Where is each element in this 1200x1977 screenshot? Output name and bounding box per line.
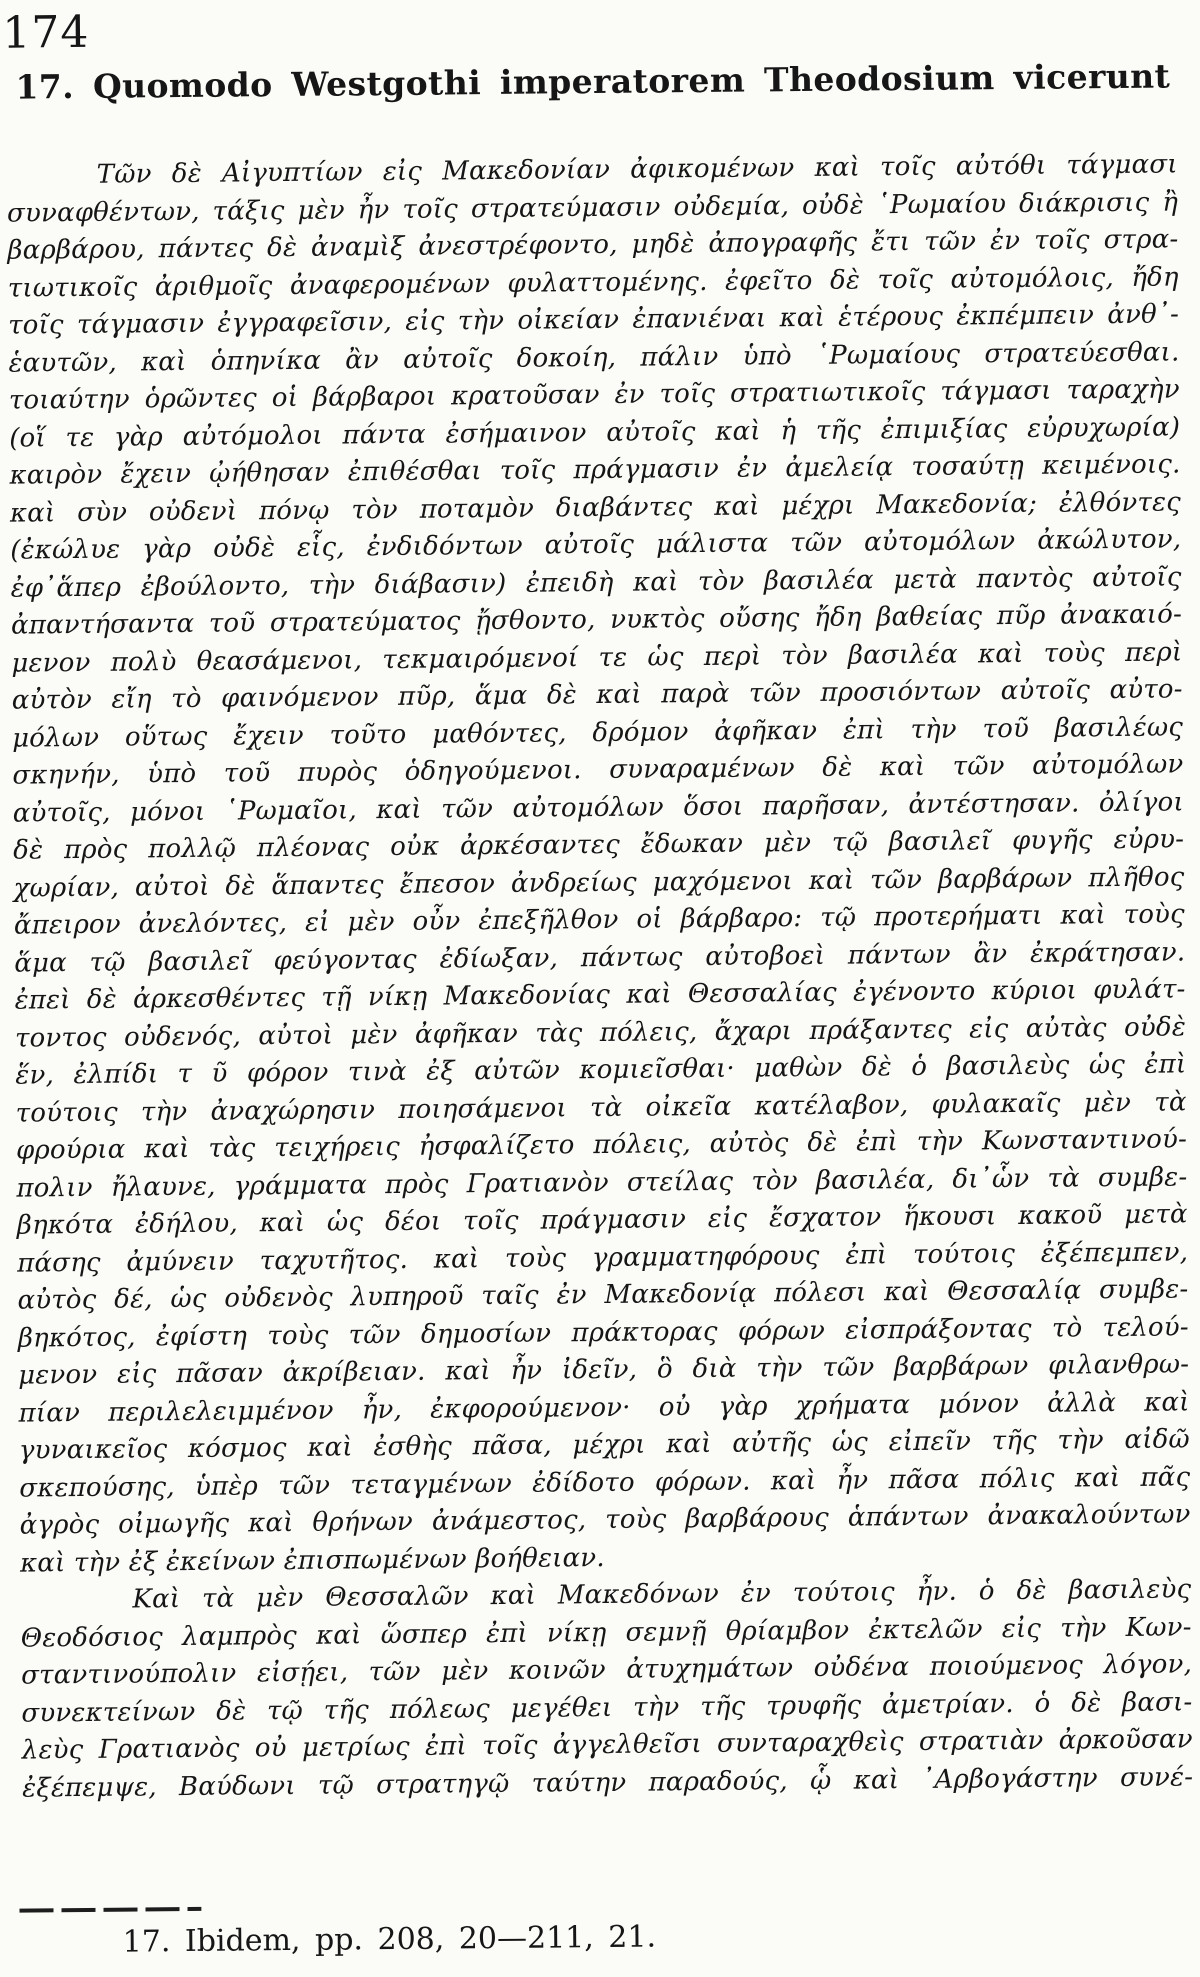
text-line: πάσης ἀμύνειν ταχυτῆτος. καὶ τοὺς γραμματηφόρους ἐπὶ τούτοις ἐξέπεμπεν, — [17, 1236, 1189, 1279]
text-line: βηκότα ἐδήλου, καὶ ὡς δέοι τοῖς πράγμασιν εἰς ἔσχατον ἥκουσι κακοῦ μετὰ — [16, 1199, 1188, 1241]
text-line: φρούρια καὶ τὰς τειχήρεις ἠσφαλίζετο πόλεις, αὐτὸς δὲ ἐπὶ τὴν Κωνσταντινού- — [15, 1124, 1188, 1166]
text-line: πίαν περιλελειμμένον ἦν, ἐκφορούμενον· οὐ γὰρ χρήματα μόνον ἀλλὰ καὶ — [18, 1386, 1190, 1429]
text-line: γυναικεῖος κόσμος καὶ ἐσθὴς πᾶσα, μέχρι καὶ αὐτῆς ὡς εἰπεῖν τῆς τὴν αἰδῶ — [18, 1424, 1191, 1466]
text-line: συνεκτείνων δὲ τῷ τῆς πόλεως μεγέθει τὴν τῆς τρυφῆς ἀμετρίαν. ὁ δὲ βασι- — [21, 1686, 1193, 1729]
text-line: αὐτὸς δέ, ὡς οὐδενὸς λυπηροῦ ταῖς ἐν Μακεδονίᾳ πόλεσι καὶ Θεσσαλίᾳ συμβε- — [17, 1274, 1189, 1316]
text-line: καὶ σὺν οὐδενὶ πόνῳ τὸν ποταμὸν διαβάντες καὶ μέχρι Μακεδονία; ἐλθόντες — [9, 486, 1182, 529]
chapter-heading: 17. Quomodo Westgothi imperatorem Theodosium vicerunt — [15, 56, 1171, 107]
text-line: συναφθέντων, τάξις μὲν ἦν τοῖς στρατεύμασιν οὐδεμία, οὐδὲ ῾Ρωμαίου διάκρισις ἢ — [6, 186, 1179, 229]
text-line: ἐξέπεμψε, Βαύδωνι τῷ στρατηγῷ ταύτην παραδούς, ᾧ καὶ ᾽Αρβογάστην συνέ- — [22, 1761, 1194, 1804]
text-line: αὐτοῖς, μόνοι ῾Ρωμαῖοι, καὶ τῶν αὐτομόλων ὅσοι παρῆσαν, ἀντέστησαν. ὀλίγοι — [12, 786, 1184, 829]
text-line: καὶ τὴν ἐξ ἐκείνων ἐπισπωμένων βοήθειαν. — [19, 1542, 605, 1579]
greek-paragraph — [7, 146, 1192, 1582]
text-line: (ἐκώλυε γὰρ οὐδὲ εἷς, ἐνδιδόντων αὐτοῖς μάλιστα τῶν αὐτομόλων ἀκώλυτον, — [10, 524, 1182, 566]
greek-paragraph — [20, 1571, 1193, 1807]
text-line: σκεπούσης, ὑπὲρ τῶν τεταγμένων ἐδίδοτο φόρων. καὶ ἦν πᾶσα πόλις καὶ πᾶς — [19, 1461, 1191, 1504]
text-line: Καὶ τὰ μὲν Θεσσαλῶν καὶ Μακεδόνων ἐν τούτοις ἦν. ὁ δὲ βασιλεὺς — [132, 1574, 1192, 1615]
text-line: λεὺς Γρατιανὸς οὐ μετρίως ἐπὶ τοῖς ἀγγελθεῖσι συνταραχθεὶς στρατιὰν ἀρκοῦσαν — [21, 1724, 1193, 1766]
text-line: μενον εἰς πᾶσαν ἀκρίβειαν. καὶ ἦν ἰδεῖν, ὃ διὰ τὴν τῶν βαρβάρων φιλανθρω- — [18, 1349, 1190, 1391]
footnote-text: 17. Ibidem, pp. 208, 20—211, 21. — [122, 1919, 657, 1960]
text-line: σταντινούπολιν εἰσῄει, τῶν μὲν κοινῶν ἀτυχημάτων οὐδένα ποιούμενος λόγον, — [20, 1649, 1193, 1691]
text-line: ἀπαντήσαντα τοῦ στρατεύματος ᾔσθοντο, νυκτὸς οὔσης ἤδη βαθείας πῦρ ἀνακαιό- — [10, 599, 1183, 641]
greek-body-text — [7, 146, 1194, 1807]
text-line: ἅμα τῷ βασιλεῖ φεύγοντας ἐδίωξαν, πάντως αὐτοβοεὶ πάντων ἂν ἐκράτησαν. — [14, 936, 1186, 979]
text-line: τοιαύτην ὁρῶντες οἱ βάρβαροι κρατοῦσαν ἐν τοῖς στρατιωτικοῖς τάγμασι ταραχὴν — [8, 374, 1180, 416]
text-line: πολιν ἤλαυνε, γράμματα πρὸς Γρατιανὸν στείλας τὸν βασιλέα, δι᾽ὧν τὰ συμβε- — [16, 1161, 1188, 1204]
page-number: 174 — [2, 6, 90, 59]
text-line: αὐτὸν εἴη τὸ φαινόμενον πῦρ, ἅμα δὲ καὶ παρὰ τῶν προσιόντων αὐτοῖς αὐτο- — [11, 674, 1183, 716]
text-line: τιωτικοῖς ἀριθμοῖς ἀναφερομένων φυλαττομένης. ἐφεῖτο δὲ τοῖς αὐτομόλοις, ἤδη — [7, 261, 1179, 304]
text-line: δὲ πρὸς πολλῷ πλέονας οὐκ ἀρκέσαντες ἔδωκαν μὲν τῷ βασιλεῖ φυγῆς εὐρυ- — [13, 824, 1185, 866]
text-line: ἕν, ἐλπίδι τ ῦ φόρον τινὰ ἐξ αὐτῶν κομιεῖσθαι· μαθὼν δὲ ὁ βασιλεὺς ὡς ἐπὶ — [15, 1049, 1187, 1091]
text-line: τοῖς τάγμασιν ἐγγραφεῖσιν, εἰς τὴν οἰκείαν ἐπανιέναι καὶ ἑτέρους ἐκπέμπειν ἀνθ᾽- — [8, 299, 1180, 341]
text-line: καιρὸν ἔχειν ᾠήθησαν ἐπιθέσθαι τοῖς πράγμασιν ἐν ἀμελείᾳ τοσαύτῃ κειμένοις. — [9, 449, 1181, 491]
footnote-divider — [19, 1907, 201, 1913]
text-line: βηκότος, ἐφίστη τοὺς τῶν δημοσίων πράκτορας φόρων εἰσπράξοντας τὸ τελού- — [17, 1311, 1189, 1354]
text-line: (οἵ τε γὰρ αὐτόμολοι πάντα ἐσήμαινον αὐτοῖς καὶ ἡ τῆς ἐπιμιξίας εὐρυχωρία) — [9, 411, 1181, 454]
text-line: σκηνήν, ὑπὸ τοῦ πυρὸς ὁδηγούμενοι. συναραμένων δὲ καὶ τῶν αὐτομόλων — [12, 749, 1184, 791]
text-line: ἐφ᾽ἅπερ ἐβούλοντο, τὴν διάβασιν) ἐπειδὴ καὶ τὸν βασιλέα μετὰ παντὸς αὐτοῖς — [10, 561, 1182, 604]
text-line: ἑαυτῶν, καὶ ὁπηνίκα ἂν αὐτοῖς δοκοίη, πάλιν ὑπὸ ῾Ρωμαίους στρατεύεσθαι. — [8, 336, 1180, 379]
text-line: Θεοδόσιος λαμπρὸς καὶ ὥσπερ ἐπὶ νίκῃ σεμνῇ θρίαμβον ἐκτελῶν εἰς τὴν Κων- — [20, 1611, 1192, 1654]
text-line: μενον πολὺ θεασάμενοι, τεκμαιρόμενοί τε ὡς περὶ τὸν βασιλέα καὶ τοὺς περὶ — [11, 636, 1183, 679]
text-line: Τῶν δὲ Αἰγυπτίων εἰς Μακεδονίαν ἀφικομένων καὶ τοῖς αὐτόθι τάγμασι — [96, 149, 1178, 190]
text-line: ἀγρὸς οἰμωγῆς καὶ θρήνων ἀνάμεστος, τοὺς βαρβάρους ἁπάντων ἀνακαλούντων — [19, 1499, 1191, 1541]
text-line: μόλων οὕτως ἔχειν τοῦτο μαθόντες, δρόμον ἀφῆκαν ἐπὶ τὴν τοῦ βασιλέως — [11, 711, 1184, 754]
text-line: χωρίαν, αὐτοὶ δὲ ἅπαντες ἔπεσον ἀνδρείως μαχόμενοι καὶ τῶν βαρβάρων πλῆθος — [13, 861, 1185, 904]
text-line: τοντος οὐδενός, αὐτοὶ μὲν ἀφῆκαν τὰς πόλεις, ἄχαρι πράξαντες εἰς αὐτὰς οὐδὲ — [14, 1011, 1187, 1054]
text-line: ἐπεὶ δὲ ἀρκεσθέντες τῇ νίκῃ Μακεδονίας καὶ Θεσσαλίας ἐγένοντο κύριοι φυλάτ- — [14, 974, 1186, 1016]
text-line: τούτοις τὴν ἀναχώρησιν ποιησάμενοι τὰ οἰκεῖα κατέλαβον, φυλακαῖς μὲν τὰ — [15, 1086, 1187, 1129]
text-line: ἄπειρον ἀνελόντες, εἰ μὲν οὖν ἐπεξῆλθον οἱ βάρβαρο: τῷ προτερήματι καὶ τοὺς — [13, 899, 1186, 941]
text-line: βαρβάρου, πάντες δὲ ἀναμὶξ ἀνεστρέφοντο, μηδὲ ἀπογραφῆς ἔτι τῶν ἐν τοῖς στρα- — [7, 224, 1179, 266]
